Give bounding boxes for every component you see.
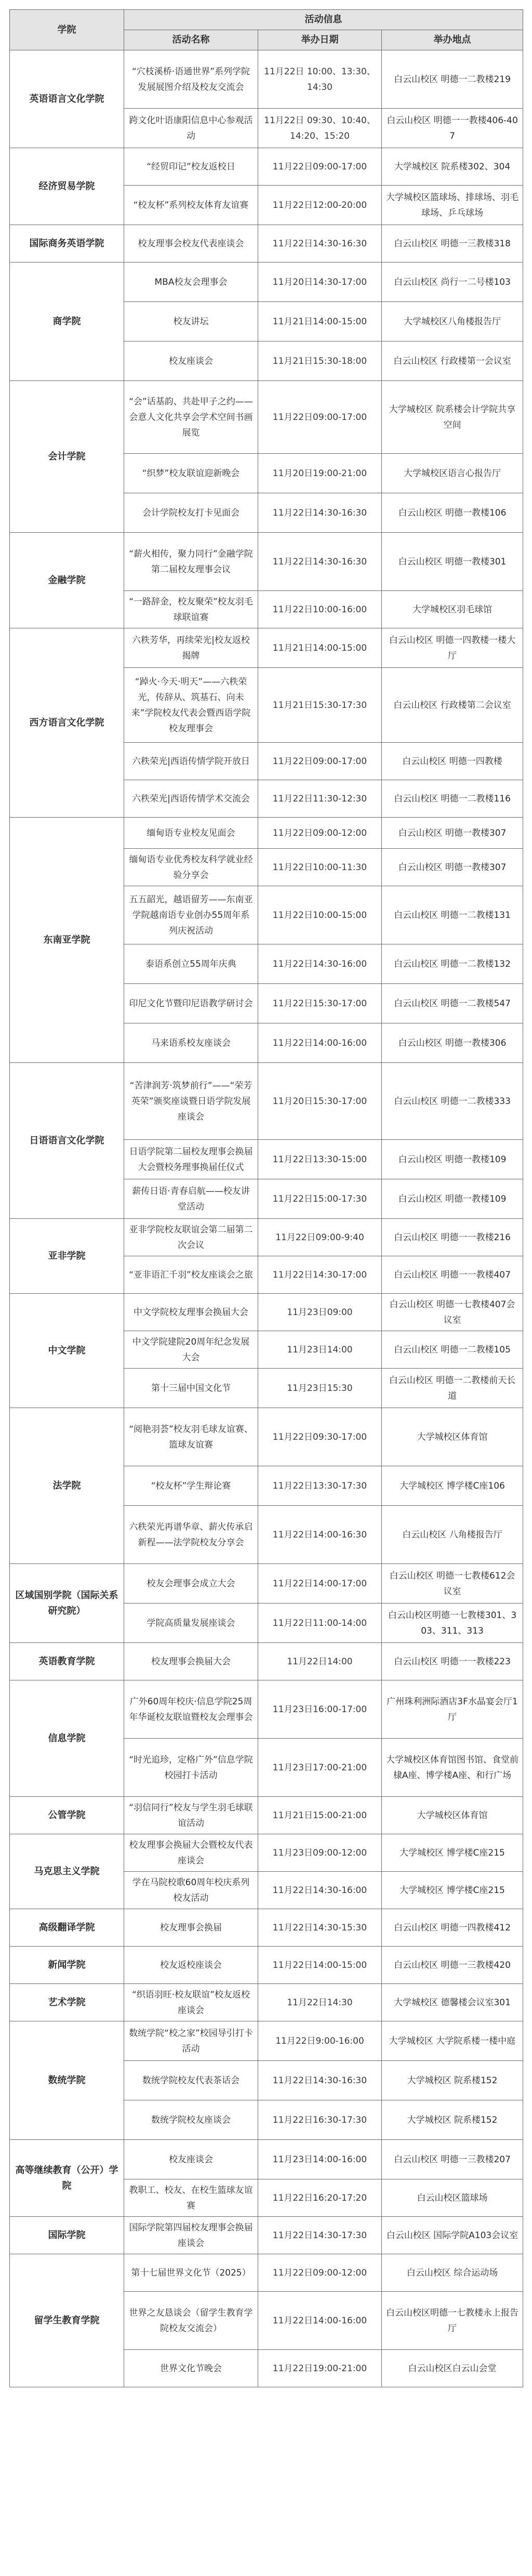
activity-name: 六秩荣光|西语传情学院开放日	[124, 743, 258, 780]
activity-date: 11月23日16:00-17:00	[258, 1680, 382, 1739]
college-name: 国际商务英语学院	[10, 225, 124, 262]
activity-date: 11月20日19:00-21:00	[258, 454, 382, 493]
activity-place: 白云山校区 明德一二教楼333	[382, 1063, 523, 1140]
activity-date: 11月22日14:00-16:00	[258, 2292, 382, 2350]
header-place: 举办地点	[382, 30, 523, 50]
activity-place: 白云山校区 明德一一教楼216	[382, 1219, 523, 1256]
activity-place: 白云山校区 明德一三教楼420	[382, 1947, 523, 1984]
activity-date: 11月22日11:00-14:00	[258, 1604, 382, 1643]
activity-place: 白云山校区 行政楼第二会议室	[382, 668, 523, 743]
activity-date: 11月22日14:30-16:30	[258, 225, 382, 262]
college-name: 英语语言文化学院	[10, 50, 124, 148]
activity-place: 白云山校区 明德一教楼109	[382, 1179, 523, 1219]
activity-place: 大学城校区 博学楼C座215	[382, 1834, 523, 1872]
activity-name: 亚非学院校友联谊会第二届第二次会议	[124, 1219, 258, 1256]
activity-place: 白云山校区 明德一四教楼412	[382, 1909, 523, 1947]
activity-name: “踔火·今天·明天”——六秩荣光，传辞从、筑基石、向未来”学院校友代表会暨西语学院校友理事会	[124, 668, 258, 743]
activity-date: 11月22日13:30-17:30	[258, 1466, 382, 1506]
activity-date: 11月23日15:30	[258, 1369, 382, 1408]
activity-date: 11月22日14:30-16:00	[258, 944, 382, 984]
activity-name: 校友会理事会成立大会	[124, 1564, 258, 1604]
activity-name: “阅艳羽荟”校友羽毛球友谊赛、篮球友谊赛	[124, 1408, 258, 1466]
activity-place: 广州珠利洲际酒店3F水晶宴会厅1厅	[382, 1680, 523, 1739]
activity-place: 白云山校区 尚行一二号楼103	[382, 262, 523, 302]
activity-table	[9, 9, 523, 2387]
activity-date: 11月20日15:30-17:00	[258, 1063, 382, 1140]
activity-date: 11月22日19:00-21:00	[258, 2350, 382, 2387]
activity-name: 泰语系创立55周年庆典	[124, 944, 258, 984]
table-row	[10, 818, 523, 849]
table-row	[10, 1797, 523, 1834]
activity-name: 世界文化节晚会	[124, 2350, 258, 2387]
activity-date: 11月21日15:00-21:00	[258, 1797, 382, 1834]
header-activity-info: 活动信息	[124, 10, 523, 30]
activity-date: 11月22日16:30-17:30	[258, 2100, 382, 2140]
activity-date: 11月22日14:00-15:00	[258, 1947, 382, 1984]
activity-date: 11月22日 09:30、10:40、14:20、15:20	[258, 109, 382, 148]
activity-date: 11月22日14:30-17:30	[258, 2217, 382, 2254]
activity-place: 白云山校区 明德一一教楼407	[382, 1256, 523, 1294]
college-name: 信息学院	[10, 1680, 124, 1797]
activity-place: 白云山校区 明德一教楼306	[382, 1023, 523, 1063]
table-row	[10, 2217, 523, 2254]
activity-name: 中文学院校友理事会换届大会	[124, 1294, 258, 1331]
activity-date: 11月22日09:30-17:00	[258, 1408, 382, 1466]
table-row	[10, 225, 523, 262]
activity-place: 大学城校区体育馆	[382, 1408, 523, 1466]
college-name: 东南亚学院	[10, 818, 124, 1063]
table-row	[10, 1834, 523, 1872]
activity-place: 白云山校区 明德一三教楼318	[382, 225, 523, 262]
activity-place: 白云山校区 国际学院A103会议室	[382, 2217, 523, 2254]
table-row	[10, 2021, 523, 2061]
activity-name: 校友返校座谈会	[124, 1947, 258, 1984]
activity-place: 白云山校区 综合运动场	[382, 2254, 523, 2292]
activity-name: “穴枝溪桥·语通世界”系列学院发展展图介绍及校友交流会	[124, 50, 258, 109]
table-row	[10, 262, 523, 302]
activity-place: 白云山校区 明德一二教楼105	[382, 1331, 523, 1369]
activity-place: 白云山校区 明德一四教楼	[382, 743, 523, 780]
activity-date: 11月20日14:30-17:00	[258, 262, 382, 302]
activity-name: “校友杯”学生辩论赛	[124, 1466, 258, 1506]
activity-name: “一路辞金，校友聚荣”校友羽毛球联谊赛	[124, 591, 258, 628]
table-row	[10, 1643, 523, 1680]
activity-place: 白云山校区篮球场	[382, 2179, 523, 2217]
table-row	[10, 1947, 523, 1984]
activity-date: 11月22日14:30-17:00	[258, 1256, 382, 1294]
college-name: 商学院	[10, 262, 124, 381]
activity-name: 校友理事会校友代表座谈会	[124, 225, 258, 262]
activity-date: 11月22日09:00-17:00	[258, 381, 382, 454]
college-name: 日语语言文化学院	[10, 1063, 124, 1219]
activity-place: 白云山校区 明德一二教楼132	[382, 944, 523, 984]
activity-date: 11月22日09:00-9:40	[258, 1219, 382, 1256]
activity-name: “薪火相传，聚力同行”金融学院第二届校友理事会议	[124, 533, 258, 591]
activity-date: 11月22日13:30-15:00	[258, 1140, 382, 1179]
activity-place: 大学城校区体育馆图书馆、食堂前棣A座、博学楼A座、和行广场	[382, 1739, 523, 1797]
activity-place: 白云山校区 明德一教楼307	[382, 849, 523, 886]
table-row	[10, 148, 523, 186]
activity-name: “会”话基韵、共赴甲子之约——会意人文化共享会学术空间书画展览	[124, 381, 258, 454]
activity-name: 校友理事会换届大会暨校友代表座谈会	[124, 1834, 258, 1872]
activity-place: 大学城校区 院系楼302、304	[382, 148, 523, 186]
activity-place: 白云山校区 明德一教楼106	[382, 493, 523, 533]
activity-date: 11月22日15:00-17:30	[258, 1179, 382, 1219]
activity-place: 白云山校区 明德一三教楼207	[382, 2140, 523, 2179]
activity-name: 跨文化叶语康阳信息中心参观活动	[124, 109, 258, 148]
activity-name: 广外60周年校庆·信息学院25周年华诞校友联谊暨校友会理事会	[124, 1680, 258, 1739]
activity-name: 校友理事会换届大会	[124, 1643, 258, 1680]
college-name: 高级翻译学院	[10, 1909, 124, 1947]
activity-date: 11月22日14:30	[258, 1984, 382, 2021]
activity-name: 薪传日语·青春启航——校友讲堂活动	[124, 1179, 258, 1219]
activity-name: 校友讲坛	[124, 302, 258, 341]
activity-name: “经贸印记”校友返校日	[124, 148, 258, 186]
table-row	[10, 1219, 523, 1256]
activity-name: 教职工、校友、在校生篮球友谊赛	[124, 2179, 258, 2217]
activity-name: “织语羽旺·校友联谊”校友返校座谈会	[124, 1984, 258, 2021]
activity-place: 白云山校区 明德一教楼301	[382, 533, 523, 591]
activity-name: 数统学院“校之家”校园导引打卡活动	[124, 2021, 258, 2061]
activity-date: 11月22日14:30-16:30	[258, 533, 382, 591]
table-body	[10, 50, 523, 2387]
activity-date: 11月23日17:00-21:00	[258, 1739, 382, 1797]
college-name: 数统学院	[10, 2021, 124, 2140]
college-name: 高等继续教育（公开）学院	[10, 2140, 124, 2217]
college-name: 马克思主义学院	[10, 1834, 124, 1909]
activity-date: 11月22日 10:00、13:30、14:30	[258, 50, 382, 109]
activity-place: 大学城校区体育馆	[382, 1797, 523, 1834]
college-name: 法学院	[10, 1408, 124, 1564]
activity-date: 11月22日15:30-17:00	[258, 984, 382, 1023]
activity-place: 白云山校区 明德一二教楼131	[382, 886, 523, 944]
activity-name: 数统学院校友代表茶话会	[124, 2061, 258, 2100]
college-name: 区域国别学院（国际关系研究院）	[10, 1564, 124, 1643]
activity-date: 11月22日12:00-20:00	[258, 186, 382, 225]
activity-place: 白云山校区 明德一教楼109	[382, 1140, 523, 1179]
college-name: 经济贸易学院	[10, 148, 124, 225]
activity-place: 白云山校区 明德一七教楼612会议室	[382, 1564, 523, 1604]
activity-place: 白云山校区 明德一二教楼219	[382, 50, 523, 109]
activity-date: 11月22日10:00-15:00	[258, 886, 382, 944]
activity-date: 11月23日14:00-16:00	[258, 2140, 382, 2179]
college-name: 留学生教育学院	[10, 2254, 124, 2387]
activity-name: “校友杯”系列校友体育友谊赛	[124, 186, 258, 225]
activity-date: 11月23日09:00	[258, 1294, 382, 1331]
header-date: 举办日期	[258, 30, 382, 50]
table-row	[10, 628, 523, 668]
activity-date: 11月22日14:00-17:00	[258, 1564, 382, 1604]
activity-name: “织梦”校友联谊迎新晚会	[124, 454, 258, 493]
activity-place: 白云山校区 明德一二教楼116	[382, 780, 523, 818]
activity-name: 校友座谈会	[124, 341, 258, 381]
college-name: 金融学院	[10, 533, 124, 628]
activity-name: 国际学院第四届校友理事会换届座谈会	[124, 2217, 258, 2254]
activity-date: 11月22日09:00-17:00	[258, 148, 382, 186]
activity-place: 白云山校区 行政楼第一会议室	[382, 341, 523, 381]
activity-date: 11月23日09:00-12:00	[258, 1834, 382, 1872]
activity-name: 缅甸语专业校友见面会	[124, 818, 258, 849]
activity-place: 大学城校区语言心报告厅	[382, 454, 523, 493]
activity-date: 11月22日9:00-16:00	[258, 2021, 382, 2061]
activity-name: 六秩荣光|西语传情学术交流会	[124, 780, 258, 818]
activity-place: 白云山校区明德一七教楼永上报告厅	[382, 2292, 523, 2350]
activity-place: 大学城校区 博学楼C座106	[382, 1466, 523, 1506]
activity-place: 白云山校区 八角楼报告厅	[382, 1506, 523, 1564]
table-row	[10, 50, 523, 109]
college-name: 西方语言文化学院	[10, 628, 124, 818]
table-row	[10, 533, 523, 591]
activity-place: 白云山校区 明德一七教楼407会议室	[382, 1294, 523, 1331]
activity-date: 11月22日14:30-15:30	[258, 1909, 382, 1947]
header-activity-name: 活动名称	[124, 30, 258, 50]
activity-date: 11月22日14:30-16:30	[258, 2061, 382, 2100]
activity-name: 第十七届世界文化节（2025）	[124, 2254, 258, 2292]
header-college: 学院	[10, 10, 124, 50]
activity-name: 会计学院校友打卡见面会	[124, 493, 258, 533]
activity-name: 校友座谈会	[124, 2140, 258, 2179]
table-row	[10, 2254, 523, 2292]
activity-name: “苦津润芳·筑梦前行”——“荣芳英荣”颁奖座谈暨日语学院发展座谈会	[124, 1063, 258, 1140]
activity-name: 五五韶光，越语留芳——东南亚学院越南语专业创办55周年系列庆祝活动	[124, 886, 258, 944]
activity-date: 11月22日09:00-17:00	[258, 743, 382, 780]
activity-name: 中文学院建院20周年纪念发展大会	[124, 1331, 258, 1369]
activity-place: 白云山校区白云山会堂	[382, 2350, 523, 2387]
activity-date: 11月21日14:00-15:00	[258, 302, 382, 341]
activity-place: 白云山校区明德一七教楼301、303、311、313	[382, 1604, 523, 1643]
activity-place: 大学城校区 大学院系楼一楼中庭	[382, 2021, 523, 2061]
activity-place: 白云山校区 明德一二教楼前天长道	[382, 1369, 523, 1408]
activity-place: 白云山校区 明德一二教楼547	[382, 984, 523, 1023]
activity-date: 11月22日11:30-12:30	[258, 780, 382, 818]
activity-place: 白云山校区 明德一教楼307	[382, 818, 523, 849]
activity-place: 大学城校区 博学楼C座215	[382, 1872, 523, 1909]
table-row	[10, 1063, 523, 1140]
table-header	[10, 10, 523, 50]
college-name: 国际学院	[10, 2217, 124, 2254]
activity-name: 印尼文化节暨印尼语教学研讨会	[124, 984, 258, 1023]
activity-name: “亚非语汇千羽”校友座谈会之旅	[124, 1256, 258, 1294]
table-row	[10, 2140, 523, 2179]
activity-name: 六秩芳华，再续荣光|校友返校揭牌	[124, 628, 258, 668]
activity-date: 11月21日15:30-18:00	[258, 341, 382, 381]
table-row	[10, 1984, 523, 2021]
activity-name: 马来语系校友座谈会	[124, 1023, 258, 1063]
activity-name: 数统学院校友座谈会	[124, 2100, 258, 2140]
college-name: 会计学院	[10, 381, 124, 533]
activity-date: 11月22日14:00-16:00	[258, 1023, 382, 1063]
college-name: 艺术学院	[10, 1984, 124, 2021]
table-row	[10, 1408, 523, 1466]
activity-place: 白云山校区 明德一一教楼406-407	[382, 109, 523, 148]
college-name: 新闻学院	[10, 1947, 124, 1984]
activity-name: 六秩荣光再谱华章、薪火传承启新程——法学院校友分享会	[124, 1506, 258, 1564]
activity-name: “羽信同行”校友与学生羽毛球联谊活动	[124, 1797, 258, 1834]
activity-name: “时光追珍，定格广外”信息学院校园打卡活动	[124, 1739, 258, 1797]
table-row	[10, 1909, 523, 1947]
activity-place: 大学城校区八角楼报告厅	[382, 302, 523, 341]
activity-place: 大学城校区羽毛球馆	[382, 591, 523, 628]
college-name: 英语教育学院	[10, 1643, 124, 1680]
table-row	[10, 1294, 523, 1331]
college-name: 公管学院	[10, 1797, 124, 1834]
activity-date: 11月22日14:30-16:00	[258, 1872, 382, 1909]
activity-date: 11月22日10:00-16:00	[258, 591, 382, 628]
table-row	[10, 1564, 523, 1604]
activity-date: 11月22日14:00	[258, 1643, 382, 1680]
college-name: 中文学院	[10, 1294, 124, 1408]
activity-name: 缅甸语专业优秀校友科学就业经验分享会	[124, 849, 258, 886]
activity-place: 白云山校区 明德一四教楼一楼大厅	[382, 628, 523, 668]
college-name: 亚非学院	[10, 1219, 124, 1294]
activity-date: 11月22日14:30-16:30	[258, 493, 382, 533]
activity-place: 大学城校区篮球场、排球场、羽毛球场、乒乓球场	[382, 186, 523, 225]
activity-name: 学在马院校歌60周年校庆系列校友活动	[124, 1872, 258, 1909]
activity-name: 日语学院第二届校友理事会换届大会暨校务理事换届任仪式	[124, 1140, 258, 1179]
table-row	[10, 1680, 523, 1739]
activity-name: 校友理事会换届	[124, 1909, 258, 1947]
activity-date: 11月23日14:00	[258, 1331, 382, 1369]
activity-place: 大学城校区 院系楼会计学院共享空间	[382, 381, 523, 454]
activity-date: 11月21日14:00-15:00	[258, 628, 382, 668]
activity-place: 大学城校区 院系楼152	[382, 2061, 523, 2100]
activity-table-container	[9, 9, 523, 2387]
activity-name: MBA校友会理事会	[124, 262, 258, 302]
activity-date: 11月22日09:00-12:00	[258, 2254, 382, 2292]
activity-date: 11月22日09:00-12:00	[258, 818, 382, 849]
activity-date: 11月22日14:00-16:30	[258, 1506, 382, 1564]
activity-date: 11月22日16:20-17:20	[258, 2179, 382, 2217]
activity-place: 大学城校区 德馨楼会议室301	[382, 1984, 523, 2021]
activity-name: 第十三届中国文化节	[124, 1369, 258, 1408]
activity-date: 11月21日15:30-17:30	[258, 668, 382, 743]
activity-date: 11月22日10:00-11:30	[258, 849, 382, 886]
activity-name: 世界之友恳谈会（留学生教育学院校友交流会）	[124, 2292, 258, 2350]
activity-place: 大学城校区 院系楼152	[382, 2100, 523, 2140]
activity-place: 白云山校区 明德一一教楼223	[382, 1643, 523, 1680]
table-row	[10, 381, 523, 454]
activity-name: 学院高质量发展座谈会	[124, 1604, 258, 1643]
